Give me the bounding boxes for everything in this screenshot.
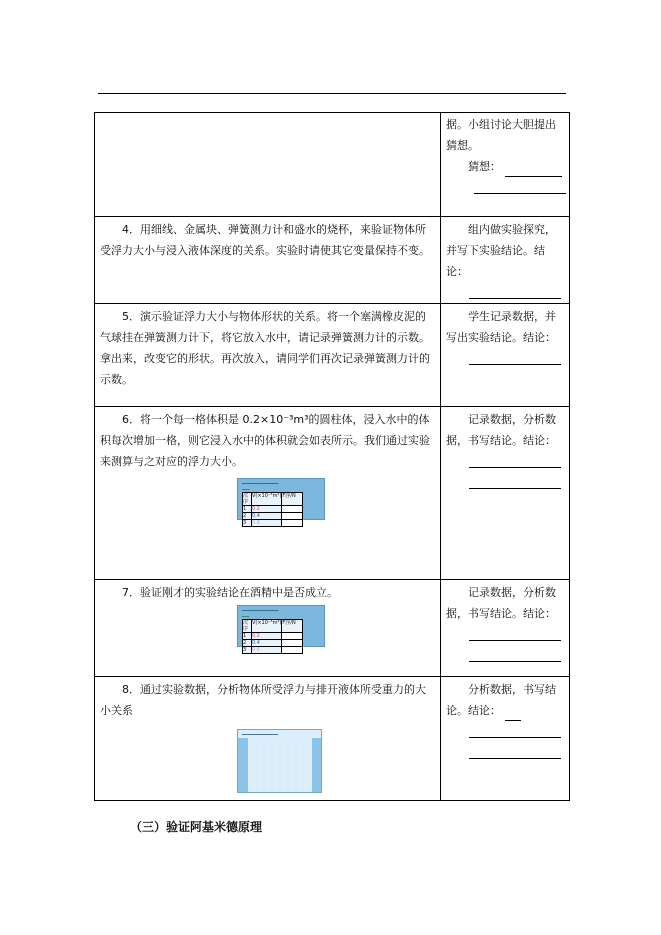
table-row xyxy=(95,217,570,304)
row-right-cell xyxy=(441,580,570,677)
row-left-cell xyxy=(95,217,441,304)
right-text: 记录数据，分析数据，书写结论。结论： xyxy=(446,586,556,620)
table-row xyxy=(95,407,570,580)
table-row xyxy=(95,113,570,217)
answer-blank[interactable] xyxy=(469,454,561,468)
step-text: 8．通过实验数据，分析物体所受浮力与排开液体所受重力的大小关系 xyxy=(100,683,426,717)
answer-blank[interactable] xyxy=(469,745,561,759)
answer-blank[interactable] xyxy=(469,627,561,641)
mini-data-table: 次序 V(×10⁻³m³) F浮/N 1 0.2 2 0.4 3 0.6 xyxy=(242,492,303,527)
row-left-cell xyxy=(95,677,441,801)
table-row xyxy=(95,580,570,677)
row-right-cell xyxy=(441,407,570,580)
row-left-cell xyxy=(95,304,441,407)
row-left-cell xyxy=(95,580,441,677)
answer-blank[interactable] xyxy=(474,180,566,194)
right-text: 分析数据，书写结论。结论： xyxy=(446,683,556,717)
right-text: 猜想。 xyxy=(446,139,479,152)
row-left-cell xyxy=(95,407,441,580)
table-row xyxy=(95,304,570,407)
table-row xyxy=(95,677,570,801)
right-text: 组内做实验探究，并写下实验结论。结论： xyxy=(446,223,556,278)
answer-blank[interactable] xyxy=(505,707,521,721)
header-rule xyxy=(98,93,566,94)
guess-label: 猜想： xyxy=(468,160,501,173)
step-text: 7．验证刚才的实验结论在酒精中是否成立。 xyxy=(122,586,338,599)
right-text: 学生记录数据，并写出实验结论。结论： xyxy=(446,310,556,344)
answer-blank[interactable] xyxy=(505,163,562,177)
answer-blank[interactable] xyxy=(469,648,561,662)
step-text: 5．演示验证浮力大小与物体形状的关系。将一个塞满橡皮泥的气球挂在弹簧测力计下，将它放入水中，请记录弹簧测力计的示数。拿出来，改变它的形状。再次放入，请同学们再次记录弹簧测力计的示数。 xyxy=(100,310,430,386)
grid-table-screenshot: ═══════════════ xyxy=(237,729,322,793)
row-right-cell xyxy=(441,217,570,304)
section-heading: （三）验证阿基米德原理 xyxy=(130,820,263,834)
row-right-cell xyxy=(441,677,570,801)
answer-blank[interactable] xyxy=(469,724,561,738)
step-text: 4．用细线、金属块、弹簧测力计和盛水的烧杯，来验证物体所受浮力大小与浸入液体深度的关系。实验时请使其它变量保持不变。 xyxy=(100,223,430,257)
data-table-screenshot: ══════════════ ═══ 次序 V(×10⁻³m³) F浮/N 1 0.2 2 0.4 3 0.6 xyxy=(237,605,325,647)
answer-blank[interactable] xyxy=(469,475,561,489)
row-right-cell xyxy=(441,304,570,407)
step-text: 6．将一个每一格体积是 0.2×10⁻³m³的圆柱体，浸入水中的体积每次增加一格，则它浸入水中的体积就会如表所示。我们通过实验来测算与之对应的浮力大小。 xyxy=(100,413,430,468)
row-right-cell xyxy=(441,113,570,217)
data-table-screenshot: ══════════════ ═══ 次序 V(×10⁻³m³) F浮/N 1 0.2 2 0.4 3 0.6 xyxy=(237,478,325,520)
right-text: 记录数据，分析数据，书写结论。结论： xyxy=(446,413,556,447)
answer-blank[interactable] xyxy=(469,351,561,365)
row-left-cell xyxy=(95,113,441,217)
answer-blank[interactable] xyxy=(469,285,561,299)
mini-data-table: 次序 V(×10⁻³m³) F浮/N 1 0.2 2 0.4 3 0.6 xyxy=(242,619,303,654)
lesson-table xyxy=(94,112,570,801)
right-text: 据。小组讨论大胆提出 xyxy=(446,118,556,131)
